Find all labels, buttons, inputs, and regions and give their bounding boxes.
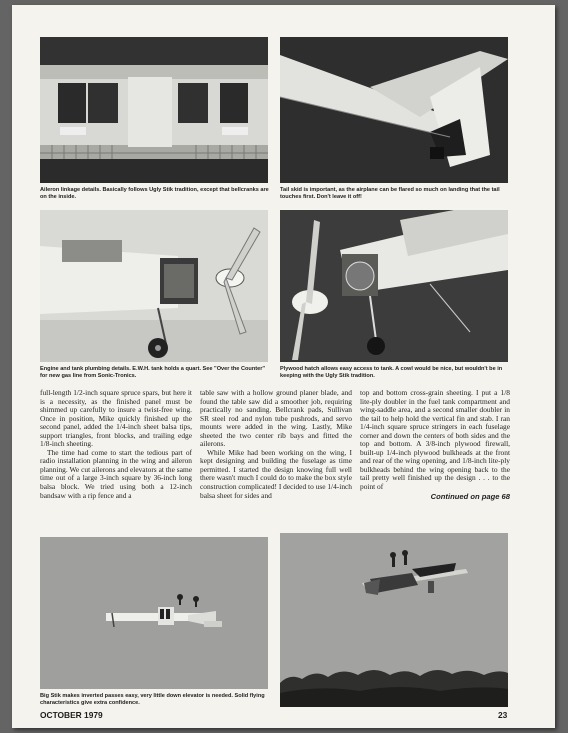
photo-inverted-pass <box>40 537 268 689</box>
article-paragraph: top and bottom cross-grain sheeting. I put a 1/8 lite-ply doubler in the fuel tank compartment and wing-saddle area, and a second smaller doubler in the tail to help hold the vertical fin and stab. I ran 1/4-inch square spruce stringers in each fuselage corner and down the centers of both sides and the top and bottom. A 3/8-inch plywood firewall, built-up 1/4-inch plywood bulkheads at the front and rear of the wing opening, and 1/8-inch lite-ply bulkheads behind the wing opening back to the tail pretty well finished up the design . . . to the point of <box>360 388 510 492</box>
article-column-2 <box>200 389 352 500</box>
continued-on-page: Continued on page 68 <box>430 491 510 501</box>
photo-tail-skid <box>280 37 508 183</box>
caption-engine-tank: Engine and tank plumbing details. E.W.H. tank holds a quart. See "Over the Counter" for new gas line from Sonic-Tronics. <box>40 366 266 380</box>
article-column-3 <box>360 389 510 501</box>
caption-aileron-linkage: Aileron linkage details. Basically follows Ugly Stik tradition, except that bellcranks are on the inside. <box>40 187 269 201</box>
footer-page-number: 23 <box>498 710 508 720</box>
article-paragraph: table saw with a hollow ground planer blade, and found the table saw did a smoother job, requiring practically no sanding. Bellcrank pads, Sullivan SR steel rod and nylon tube pushrods, and servo mounts were added in the wing. Lastly, Mike sheeted the two center rib bays and fitted the ailerons. <box>200 388 352 449</box>
photo-flight-over-trees <box>280 533 508 707</box>
photo-engine-tank <box>40 210 268 362</box>
caption-plywood-hatch: Plywood hatch allows easy access to tank. A cowl would be nice, but wouldn't be in keeping with the Ugly Stik tradition. <box>280 366 503 380</box>
article-paragraph: full-length 1/2-inch square spruce spars, but here it is a necessity, as the finished panel must be shimmed up carefully to insure a twist-free wing. Once in position, Mike quickly finished up the second panel, added the 1/4-inch sheet balsa tips, support triangles, front blocks, and trailing edge 1/8-inch sheeting. <box>40 388 192 449</box>
photo-plywood-hatch <box>280 210 508 362</box>
magazine-page <box>12 5 555 728</box>
article-paragraph: While Mike had been working on the wing, I kept designing and building the fuselage as time permitted. I started the design knowing full well there wasn't much I could do to make the box style construction complicated! I decided to use 1/4-inch balsa sheet for sides and <box>200 447 352 500</box>
caption-tail-skid: Tail skid is important, as the airplane can be flared so much on landing that the tail touches first. Don't leave it off! <box>280 187 500 201</box>
footer-issue-date: OCTOBER 1979 <box>40 710 103 720</box>
article-paragraph: The time had come to start the tedious part of radio installation planning in the wing and aileron planning. We cut ailerons and elevators at the same time out of a large 3-inch square by 36-inch long balsa block. We tried using both a 12-inch bandsaw with a rip fence and a <box>40 447 192 500</box>
photo-aileron-linkage <box>40 37 268 183</box>
article-column-1 <box>40 389 192 500</box>
caption-inverted-pass: Big Stik makes inverted passes easy, very little down elevator is needed. Solid flying characteristics give extra confidence. <box>40 693 265 707</box>
